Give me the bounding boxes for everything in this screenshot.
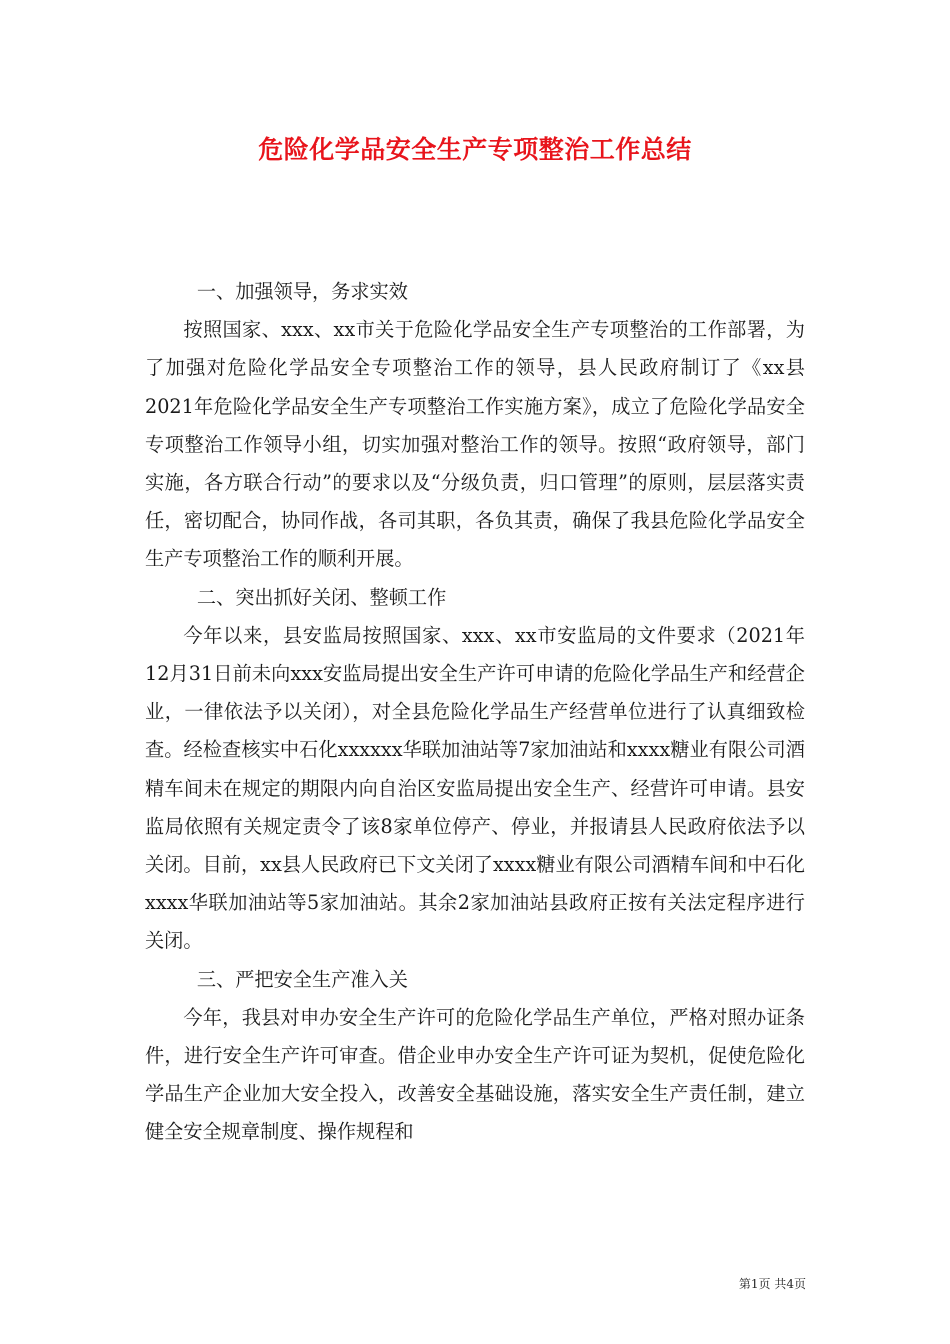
page-number-footer: [682, 1276, 806, 1292]
document-body: [145, 273, 805, 1152]
page-middle-text: 页 共: [758, 1277, 787, 1291]
section-heading-2: 二、突出抓好关闭、整顿工作: [196, 585, 447, 609]
section-heading-1: 一、加强领导，务求实效: [196, 280, 408, 303]
total-pages-number: 4: [786, 1277, 794, 1291]
paragraph-3: 今年，我县对申办安全生产许可的危险化学品生产单位，严格对照办证条件，进行安全生产许可审查。借企业申办安全生产许可证为契机，促使危险化学品生产企业加大安全投入，改善安全基础设施，落实安全生产责任制，建立健全安全规章制度、操作规程和: [145, 1005, 805, 1144]
page-prefix: 第: [738, 1277, 751, 1291]
current-page-number: 1: [750, 1277, 759, 1291]
document-title: 危险化学品安全生产专项整治工作总结: [258, 135, 692, 164]
paragraph-2: 今年以来，县安监局按照国家、xxx、xx市安监局的文件要求（2021年12月31日前未向xxx安监局提出安全生产许可申请的危险化学品生产和经营企业，一律依法予以关闭），对全县危险化学品生产经营单位进行了认真细致检查。经检查核实中石化xxxxxx华联加油站等7家加油站和xxxx糖业有限公司酒精车间未在规定的期限内向自治区安监局提出安全生产、经营许可申请。县安监局依照有关规定责令了该8家单位停产、停业，并报请县人民政府依法予以关闭。目前，xx县人民政府已下文关闭了xxxx糖业有限公司酒精车间和中石化xxxx华联加油站等5家加油站。其余2家加油站县政府正按有关法定程序进行关闭。: [145, 623, 805, 953]
section-heading-3: 三、严把安全生产准入关: [196, 967, 408, 991]
page-suffix: 页: [793, 1277, 806, 1291]
paragraph-1: 按照国家、xxx、xx市关于危险化学品安全生产专项整治的工作部署，为了加强对危险化学品安全专项整治工作的领导，县人民政府制订了《xx县2021年危险化学品安全生产专项整治工作实施方案》，成立了危险化学品安全专项整治工作领导小组，切实加强对整治工作的领导。按照“政府领导，部门实施，各方联合行动”的要求以及“分级负责，归口管理”的原则，层层落实责任，密切配合，协同作战，各司其职，各负其责，确保了我县危险化学品安全生产专项整治工作的顺利开展。: [145, 318, 805, 571]
